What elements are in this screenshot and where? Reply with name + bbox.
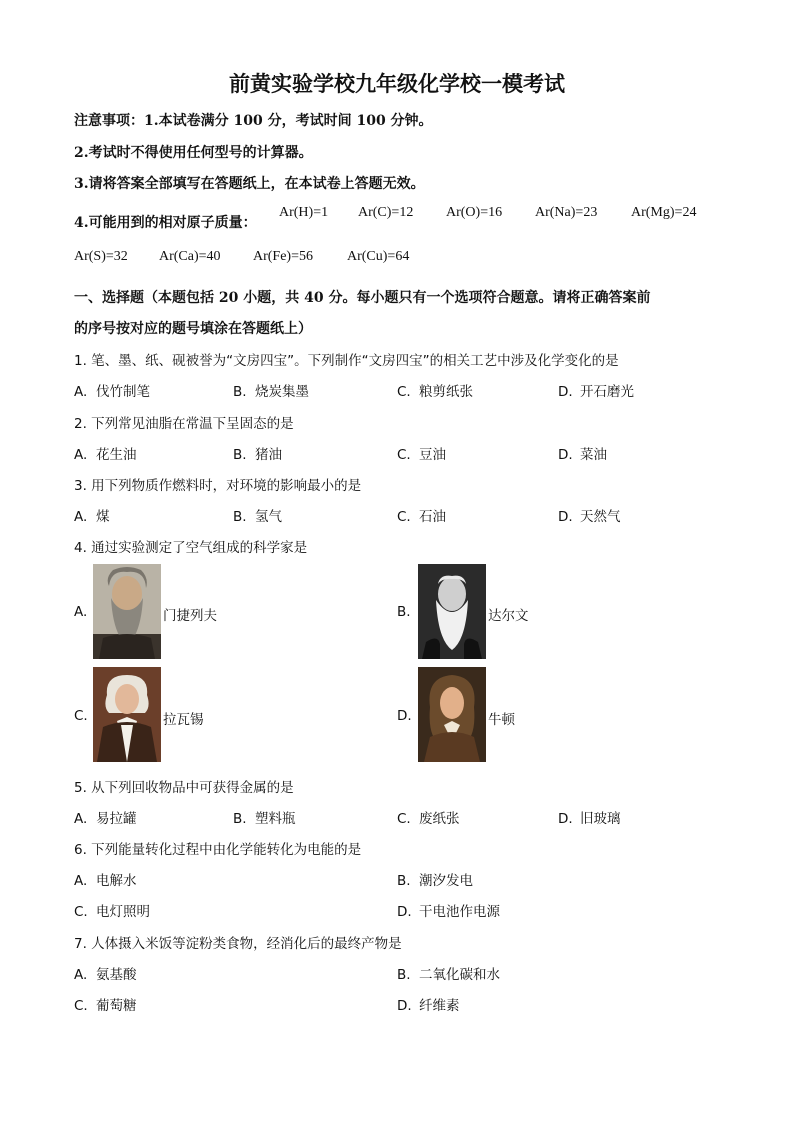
option-text: 石油 [419,509,446,525]
question-4-option-c-text[interactable]: 拉瓦锡 [163,712,204,728]
question-6-option-b[interactable] [397,869,473,889]
note-4-label: 4.可能用到的相对原子质量： [74,215,257,231]
question-2-stem: 2. 下列常见油脂在常温下呈固态的是 [74,416,294,432]
option-text: 电解水 [96,873,137,889]
atomic-mass-mg: Ar(Mg)=24 [631,205,697,220]
portrait-mendeleev-photo [93,564,161,659]
question-4-option-b-text[interactable]: 达尔文 [488,608,529,624]
option-label: B. [233,509,247,525]
option-label: A. [74,873,88,889]
option-label: B. [233,384,247,400]
question-4-option-b-label[interactable]: B. [397,604,411,620]
option-text: 烧炭集墨 [255,384,309,400]
question-4-option-a-text[interactable]: 门捷列夫 [163,608,217,624]
option-text: 氨基酸 [96,967,137,983]
question-4-option-d-text[interactable]: 牛顿 [488,712,515,728]
question-1-option-c[interactable] [397,380,473,400]
question-3-option-b[interactable] [233,505,282,525]
option-text: 二氧化碳和水 [419,967,500,983]
question-4-stem: 4. 通过实验测定了空气组成的科学家是 [74,540,308,556]
option-text: 易拉罐 [96,811,137,827]
question-6-option-a[interactable] [74,869,137,889]
option-text: 塑料瓶 [255,811,296,827]
option-text: 菜油 [580,447,607,463]
section-heading-line2: 的序号按对应的题号填涂在答题纸上） [74,321,312,337]
option-label: D. [397,904,412,920]
question-7-stem: 7. 人体摄入米饭等淀粉类食物，经消化后的最终产物是 [74,936,402,952]
option-label: A. [74,447,88,463]
atomic-mass-s: Ar(S)=32 [74,249,128,264]
option-text: 旧玻璃 [580,811,621,827]
option-label: D. [558,509,573,525]
question-7-option-c[interactable] [74,994,137,1014]
option-label: C. [397,811,411,827]
atomic-mass-fe: Ar(Fe)=56 [253,249,313,264]
option-label: D. [558,447,573,463]
question-7-option-b[interactable] [397,963,500,983]
atomic-mass-cu: Ar(Cu)=64 [347,249,410,264]
option-label: C. [397,384,411,400]
atomic-mass-h: Ar(H)=1 [279,205,329,220]
question-4-option-a-label[interactable]: A. [74,604,88,620]
question-5-option-b[interactable] [233,807,296,827]
option-text: 干电池作电源 [419,904,500,920]
question-6-option-c[interactable] [74,900,150,920]
option-text: 伐竹制笔 [96,384,150,400]
option-text: 潮汐发电 [419,873,473,889]
option-text: 电灯照明 [96,904,150,920]
question-1-stem: 1. 笔、墨、纸、砚被誉为“文房四宝”。下列制作“文房四宝”的相关工艺中涉及化学变化的是 [74,353,619,369]
option-label: A. [74,509,88,525]
question-3-option-a[interactable] [74,505,110,525]
question-6-stem: 6. 下列能量转化过程中由化学能转化为电能的是 [74,842,362,858]
question-2-option-c[interactable] [397,443,446,463]
question-1-option-b[interactable] [233,380,309,400]
question-5-option-d[interactable] [558,807,621,827]
option-label: B. [233,811,247,827]
option-label: B. [397,967,411,983]
note-2: 2.考试时不得使用任何型号的计算器。 [74,145,313,161]
atomic-mass-na: Ar(Na)=23 [535,205,598,220]
option-text: 纤维素 [419,998,460,1014]
question-3-option-d[interactable] [558,505,621,525]
option-text: 猪油 [255,447,282,463]
question-2-option-b[interactable] [233,443,282,463]
section-heading-line1: 一、选择题（本题包括 20 小题，共 40 分。每小题只有一个选项符合题意。请将正确答案前 [74,290,651,306]
portrait-newton-photo [418,667,486,762]
option-text: 废纸张 [419,811,460,827]
option-label: C. [74,904,88,920]
question-5-option-a[interactable] [74,807,137,827]
option-label: D. [397,998,412,1014]
question-5-stem: 5. 从下列回收物品中可获得金属的是 [74,780,294,796]
option-label: B. [397,873,411,889]
option-label: C. [74,998,88,1014]
option-label: A. [74,811,88,827]
question-6-option-d[interactable] [397,900,500,920]
question-4-option-c-label[interactable]: C. [74,708,88,724]
option-text: 开石磨光 [580,384,634,400]
question-1-option-d[interactable] [558,380,634,400]
question-7-option-d[interactable] [397,994,460,1014]
question-2-option-d[interactable] [558,443,607,463]
question-2-option-a[interactable] [74,443,137,463]
atomic-mass-ca: Ar(Ca)=40 [159,249,221,264]
atomic-mass-c: Ar(C)=12 [358,205,414,220]
option-text: 花生油 [96,447,137,463]
page-title: 前黄实验学校九年级化学校一模考试 [229,71,565,96]
atomic-mass-o: Ar(O)=16 [446,205,503,220]
option-text: 豆油 [419,447,446,463]
question-7-option-a[interactable] [74,963,137,983]
question-4-option-d-label[interactable]: D. [397,708,412,724]
note-3: 3.请将答案全部填写在答题纸上，在本试卷上答题无效。 [74,176,425,192]
option-label: C. [397,447,411,463]
question-1-option-a[interactable] [74,380,150,400]
option-text: 葡萄糖 [96,998,137,1014]
option-label: A. [74,384,88,400]
question-3-stem: 3. 用下列物质作燃料时，对环境的影响最小的是 [74,478,362,494]
question-3-option-c[interactable] [397,505,446,525]
portrait-darwin-photo [418,564,486,659]
option-label: B. [233,447,247,463]
option-label: C. [397,509,411,525]
note-1: 注意事项：1.本试卷满分 100 分，考试时间 100 分钟。 [74,113,433,129]
option-text: 煤 [96,509,110,525]
question-5-option-c[interactable] [397,807,460,827]
portrait-lavoisier-photo [93,667,161,762]
option-text: 氢气 [255,509,282,525]
option-text: 粮剪纸张 [419,384,473,400]
option-label: A. [74,967,88,983]
option-text: 天然气 [580,509,621,525]
option-label: D. [558,384,573,400]
option-label: D. [558,811,573,827]
